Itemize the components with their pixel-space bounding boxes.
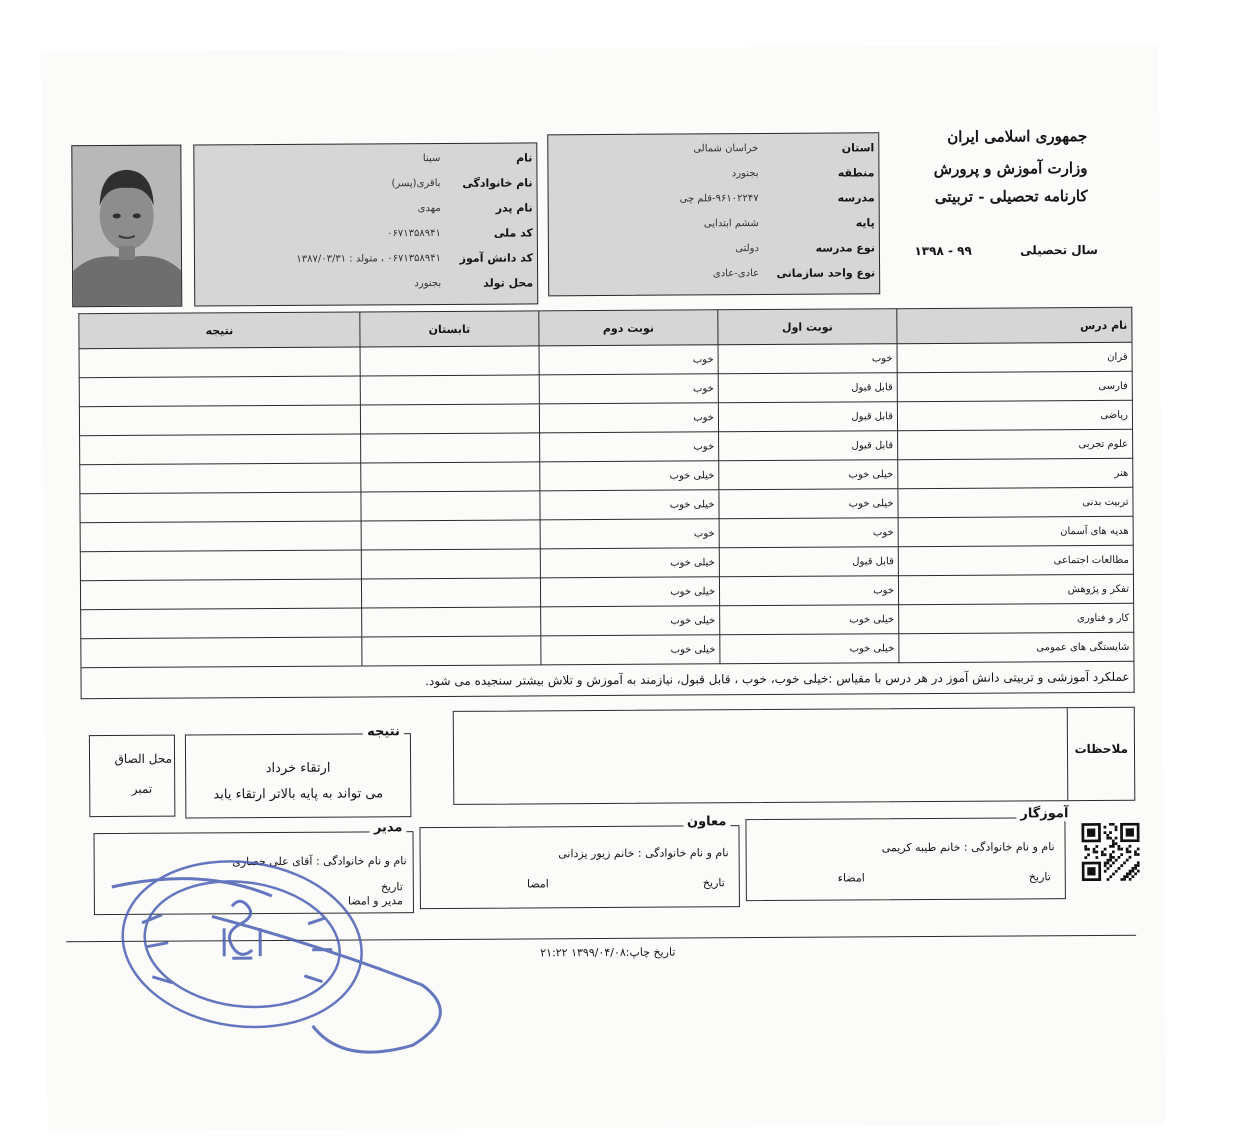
summer-grade [361,491,540,521]
student-info-box [193,142,538,306]
notes-box [453,707,1136,805]
summer-grade [362,636,541,666]
school-info-row [549,262,879,288]
subject-cell: علوم تجربی [898,429,1133,459]
second-term-grade: خیلی خوب [541,606,720,636]
student-info-label: کد ملی [493,226,533,240]
school-info-label: منطقه [837,166,875,180]
teacher-name: نام و نام خانوادگی : خانم طیبه کریمی [881,840,1055,855]
result-cell [79,347,360,378]
col-result: نتیجه [79,312,360,349]
second-term-grade: خوب [539,403,718,433]
first-term-grade: خیلی خوب [720,605,899,635]
stamp-box [89,735,175,818]
col-subject: نام درس [897,307,1132,343]
school-info-value: خراسان شمالی [693,143,759,155]
second-term-grade: خوب [539,345,718,375]
student-info-row [195,222,537,248]
school-info-value: عادی-عادی [712,268,760,280]
deputy-title: معاون [683,814,731,829]
school-info-row [549,237,879,263]
student-info-value: بجنورد [414,277,442,290]
grades-table [78,307,1134,699]
student-info-label: نام [516,151,533,165]
principal-title: مدیر [370,820,407,835]
stamp-box-line-1: محل الصاق [114,751,173,766]
school-info-value: ۹۶۱۰۲۲۴۷-قلم چی [679,193,759,205]
deputy-date-label: تاریخ [702,876,725,890]
subject-cell: تربیت بدنی [898,487,1133,517]
academic-year-value: ۹۹ - ۱۳۹۸ [914,243,972,259]
principal-name: نام و نام خانوادگی : آقای علی حصاری [232,854,407,869]
first-term-grade: خوب [719,576,898,606]
result-cell [80,521,361,552]
student-info-row [195,197,537,223]
subject-cell: ریاضی [897,400,1132,430]
student-info-value: ۰۶۷۱۳۵۸۹۴۱ ، متولد : ۱۳۸۷/۰۳/۳۱ [296,252,442,265]
teacher-sign-label: امضاء [837,871,865,885]
col-first-term: نوبت اول [718,309,897,345]
result-cell [80,463,361,494]
summer-grade [360,404,539,434]
summer-grade [362,607,541,637]
school-info-box [547,132,880,296]
principal-date-label: تاریخ [380,880,403,894]
col-second-term: نوبت دوم [539,310,718,346]
summer-grade [361,549,540,579]
second-term-grade: خوب [539,374,718,404]
grading-legend: عملکرد آموزشی و تربیتی دانش آموز در هر درس با مقیاس :خیلی خوب، خوب ، قابل قبول، نیازمند به آموزش و تلاش بیشتر سنجیده می شود. [81,661,1134,698]
second-term-grade: خوب [540,432,719,462]
summer-grade [360,375,539,405]
student-info-label: نام پدر [495,201,533,215]
second-term-grade: خیلی خوب [540,548,719,578]
subject-cell: فارسی [897,371,1132,401]
result-box [185,724,412,818]
first-term-grade: قابل قبول [719,431,898,461]
subject-cell: هدیه های آسمان [898,516,1133,546]
subject-cell: هنر [898,458,1133,488]
teacher-date-label: تاریخ [1028,870,1051,884]
first-term-grade: قابل قبول [718,402,897,432]
summer-grade [361,433,540,463]
result-cell [80,550,361,581]
school-info-row [549,212,879,238]
school-info-value: ششم ابتدایی [703,218,759,230]
school-info-row [548,137,878,163]
result-cell [81,637,362,668]
header-line-2: وزارت آموزش و پرورش [933,159,1088,178]
second-term-grade: خیلی خوب [540,490,719,520]
school-info-value: دولتی [735,243,759,255]
deputy-name: نام و نام خانوادگی : خانم زیور یزدانی [558,846,729,861]
subject-cell: شایستگی های عمومی [899,632,1134,662]
result-cell [80,434,361,465]
summer-grade [360,346,539,376]
student-info-value: سینا [422,152,441,165]
student-info-value: باقری(پسر) [391,177,441,190]
summer-grade [361,462,540,492]
second-term-grade: خیلی خوب [540,461,719,491]
qr-code-icon [1081,823,1139,881]
result-cell [79,376,360,407]
subject-cell: قران [897,342,1132,372]
student-photo [71,145,182,308]
academic-year-label: سال تحصیلی [1020,242,1098,258]
first-term-grade: خیلی خوب [720,634,899,664]
second-term-grade: خیلی خوب [541,635,720,665]
student-info-row [195,247,537,273]
teacher-title: آموزگار [1016,806,1072,821]
first-term-grade: قابل قبول [718,373,897,403]
result-cell [80,579,361,610]
second-term-grade: خوب [540,519,719,549]
school-seal-stamp [81,825,502,1068]
first-term-grade: قابل قبول [719,547,898,577]
student-info-row [194,172,536,198]
header-line-1: جمهوری اسلامی ایران [947,127,1088,146]
first-term-grade: خیلی خوب [719,489,898,519]
school-info-label: پایه [855,216,875,230]
first-term-grade: خیلی خوب [719,460,898,490]
result-line-1: ارتقاء خرداد [265,760,331,777]
result-line-2: می تواند به پایه بالاتر ارتقاء یابد [213,786,384,803]
teacher-box [745,806,1069,901]
student-info-row [195,272,537,298]
subject-cell: تفکر و پژوهش [898,574,1133,604]
report-card-sheet [41,45,1166,1132]
summer-grade [361,578,540,608]
summer-grade [361,520,540,550]
print-date: تاریخ چاپ:۱۳۹۹/۰۴/۰۸ ۲۱:۲۲ [540,945,676,960]
header-line-3: کارنامه تحصیلی - تربیتی [934,187,1088,206]
subject-cell: مطالعات اجتماعی [898,545,1133,575]
student-info-label: نام خانوادگی [462,176,533,190]
result-cell [80,492,361,523]
student-info-row [194,147,536,173]
subject-cell: کار و فناوری [899,603,1134,633]
notes-label: ملاحظات [1074,741,1129,757]
principal-sign-label: مدیر و امضا [347,894,403,908]
student-info-label: محل تولد [483,276,534,290]
academic-year [898,243,1098,258]
col-summer: تابستان [360,311,539,347]
student-info-value: مهدی [417,202,441,215]
school-info-row [549,187,879,213]
student-info-value: ۰۶۷۱۳۵۸۹۴۱ [387,227,441,240]
result-cell [81,608,362,639]
second-term-grade: خیلی خوب [540,577,719,607]
school-info-label: مدرسه [837,191,875,205]
first-term-grade: خوب [719,518,898,548]
first-term-grade: خوب [718,344,897,374]
result-cell [79,405,360,436]
deputy-sign-label: امضا [526,877,549,891]
school-info-value: بجنورد [731,168,759,180]
school-info-label: استان [841,141,875,155]
result-title: نتیجه [363,724,404,739]
student-info-label: کد دانش آموز [459,251,534,265]
school-info-row [548,162,878,188]
school-info-label: نوع مدرسه [815,241,875,255]
stamp-box-line-2: تمبر [131,781,153,796]
school-info-label: نوع واحد سازمانی [776,266,876,280]
